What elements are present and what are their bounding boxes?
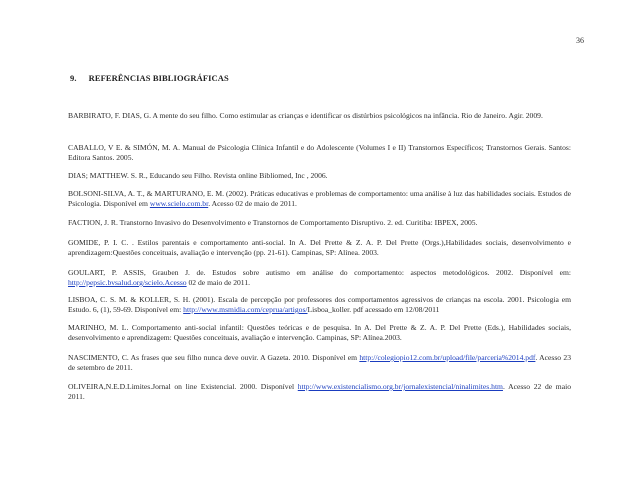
reference-link[interactable]: http://pepsic.bvsalud.org/scielo.Acesso bbox=[68, 278, 187, 287]
page-number: 36 bbox=[576, 36, 584, 45]
reference-item: BOLSONI-SILVA, A. T., & MARTURANO, E. M. (2002). Práticas educativas e problemas de comportamento: uma análise à luz das habilidades sociais. Estudos de Psicologia. Disponível em www.scielo.com.br. Acesso 02 de maio de 2011. bbox=[68, 189, 571, 208]
section-title: REFERÊNCIAS BIBLIOGRÁFICAS bbox=[88, 73, 229, 83]
reference-item: MARINHO, M. L. Comportamento anti-social infantil: Questões teóricas e de pesquisa. In A. Del Prette & Z. A. P. Del Prette (Eds.), Habilidades sociais, desenvolvimento e aprendizagem: Questões conceituais, avaliação e intervenção. Campinas, SP: Alínea.2003. bbox=[68, 323, 571, 342]
section-number: 9. bbox=[70, 73, 77, 83]
reference-item: NASCIMENTO, C. As frases que seu filho nunca deve ouvir. A Gazeta. 2010. Disponível em http://colegiopio12.com.br/upload/file/parceria%2014.pdf. Acesso 23 de setembro de 2011. bbox=[68, 353, 571, 372]
reference-link[interactable]: www.scielo.com.br bbox=[149, 199, 209, 208]
reference-link[interactable]: http://www.existencialismo.org.br/jornalexistencial/ninalimites.htm bbox=[297, 382, 503, 391]
reference-item: OLIVEIRA,N.E.D.Limites.Jornal on line Existencial. 2000. Disponível http://www.existencialismo.org.br/jornalexistencial/ninalimites.htm. Acesso 22 de maio 2011. bbox=[68, 382, 571, 401]
reference-item: FACTION, J. R. Transtorno Invasivo do Desenvolvimento e Transtornos de Comportamento Disruptivo. 2. ed. Curitiba: IBPEX, 2005. bbox=[68, 218, 478, 227]
reference-link[interactable]: http://www.msmidia.com/ceprua/artigos/ bbox=[183, 305, 308, 314]
reference-link[interactable]: http://colegiopio12.com.br/upload/file/parceria%2014.pdf bbox=[359, 353, 536, 362]
reference-item: LISBOA, C. S. M. & KOLLER, S. H. (2001). Escala de percepção por professores dos comportamentos agressivos de crianças na escola. 2001. Psicologia em Estudo. 6, (1), 59-69. Disponível em: http://www.msmidia.com/ceprua/artigos/Lisboa_koller. pdf acessado em 12/08/2011 bbox=[68, 295, 571, 314]
reference-item: BARBIRATO, F. DIAS, G. A mente do seu filho. Como estimular as crianças e identificar os distúrbios psicológicos na infância. Rio de Janeiro. Agir. 2009. bbox=[68, 111, 543, 120]
reference-item: GOULART, P. ASSIS, Grauben J. de. Estudos sobre autismo em análise do comportamento: aspectos metodológicos. 2002. Disponível em: http://pepsic.bvsalud.org/scielo.Acesso 02 de maio de 2011. bbox=[68, 268, 571, 287]
reference-item: CABALLO, V E. & SIMÓN, M. A. Manual de Psicologia Clínica Infantil e do Adolescente (Volumes I e II) Transtornos Específicos; Transtornos Gerais. Santos: Editora Santos. 2005. bbox=[68, 143, 571, 162]
reference-item: DIAS; MATTHEW. S. R., Educando seu Filho. Revista online Bibliomed, Inc , 2006. bbox=[68, 171, 328, 180]
reference-item: GOMIDE, P. I. C. . Estilos parentais e comportamento anti-social. In A. Del Prette & Z. A. P. Del Prette (Orgs.),Habilidades sociais, desenvolvimento e aprendizagem:Questões conceituais, avaliação e intervenção (pp. 21-61). Campinas, SP: Alínea. 2003. bbox=[68, 238, 571, 257]
section-heading bbox=[70, 73, 229, 83]
